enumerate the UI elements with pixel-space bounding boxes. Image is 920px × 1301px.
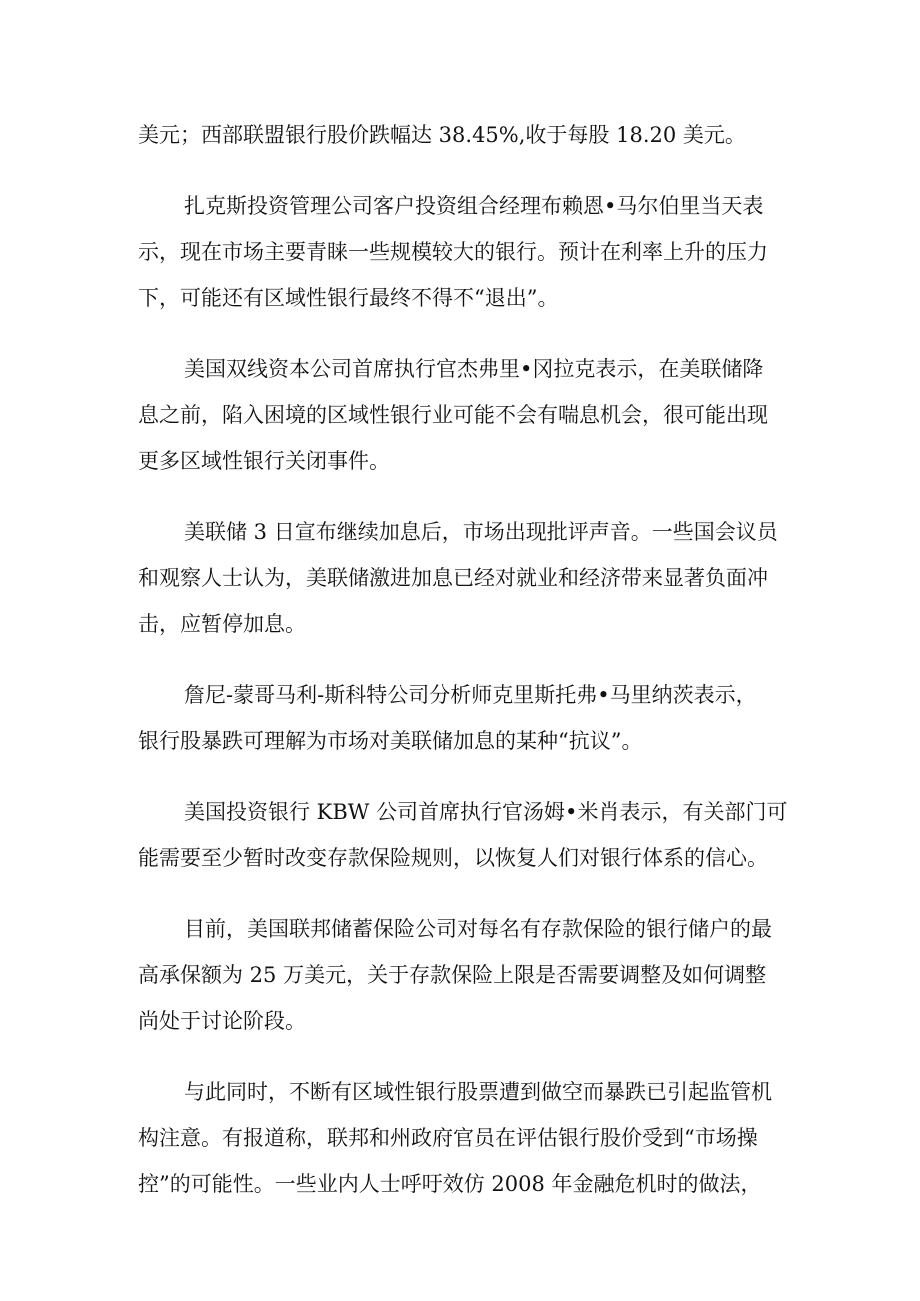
text-line: 更多区域性银行关闭事件。	[138, 449, 390, 473]
document-body	[138, 112, 798, 1232]
text-line: 能需要至少暂时改变存款保险规则，以恢复人们对银行体系的信心。	[138, 846, 768, 870]
text-line: 美元；西部联盟银行股价跌幅达 38.45%,收于每股 18.20 美元。	[138, 123, 746, 147]
text-line: 美国双线资本公司首席执行官杰弗里•冈拉克表示，在美联储降	[184, 357, 764, 381]
paragraph	[138, 672, 798, 764]
text-line: 扎克斯投资管理公司客户投资组合经理布赖恩•马尔伯里当天表	[184, 194, 764, 218]
paragraph	[138, 906, 798, 1044]
paragraph	[138, 346, 798, 484]
text-line: 息之前，陷入困境的区域性银行业可能不会有喘息机会，很可能出现	[138, 403, 768, 427]
text-line: 控”的可能性。一些业内人士呼吁效仿 2008 年金融危机时的做法，	[138, 1172, 762, 1196]
paragraph	[138, 1069, 798, 1207]
text-line: 构注意。有报道称，联邦和州政府官员在评估银行股价受到“市场操	[138, 1126, 758, 1150]
text-line: 詹尼-蒙哥马利-斯科特公司分析师克里斯托弗•马里纳茨表示，	[184, 683, 757, 707]
text-line: 下，可能还有区域性银行最终不得不“退出”。	[138, 286, 559, 310]
text-line: 示，现在市场主要青睐一些规模较大的银行。预计在利率上升的压力	[138, 240, 768, 264]
text-line: 击，应暂停加息。	[138, 612, 306, 636]
paragraph	[138, 789, 798, 881]
text-line: 美联储 3 日宣布继续加息后，市场出现批评声音。一些国会议员	[184, 520, 778, 544]
text-line: 目前，美国联邦储蓄保险公司对每名有存款保险的银行储户的最	[184, 917, 772, 941]
paragraph	[138, 509, 798, 647]
text-line: 高承保额为 25 万美元，关于存款保险上限是否需要调整及如何调整	[138, 963, 767, 987]
text-line: 和观察人士认为，美联储激进加息已经对就业和经济带来显著负面冲	[138, 566, 768, 590]
text-line: 美国投资银行 KBW 公司首席执行官汤姆•米肖表示，有关部门可	[184, 800, 788, 824]
text-line: 尚处于讨论阶段。	[138, 1009, 306, 1033]
text-line: 银行股暴跌可理解为市场对美联储加息的某种“抗议”。	[138, 729, 643, 753]
paragraph	[138, 112, 798, 158]
text-line: 与此同时，不断有区域性银行股票遭到做空而暴跌已引起监管机	[184, 1080, 772, 1104]
paragraph	[138, 183, 798, 321]
